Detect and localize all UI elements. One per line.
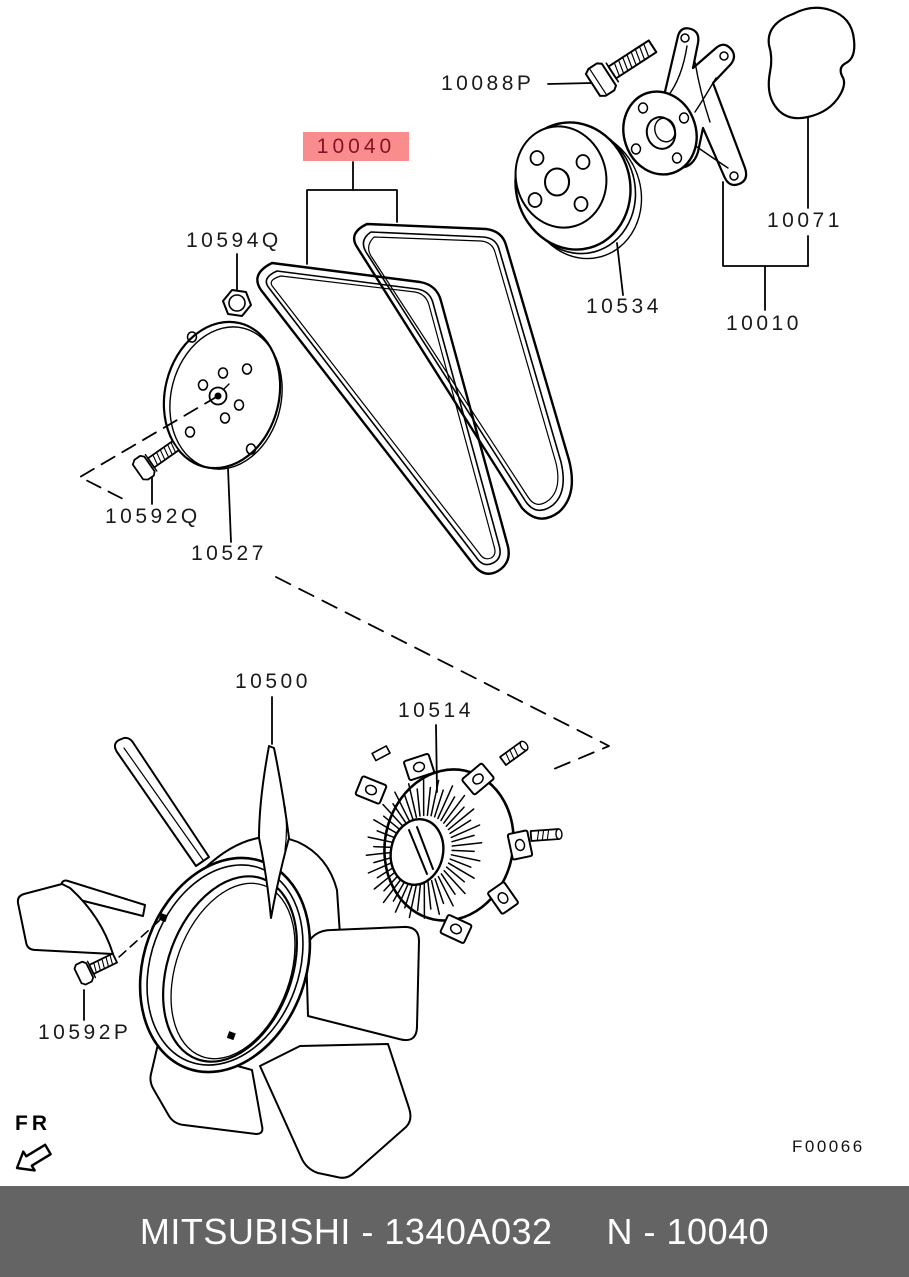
disc-center-dot (215, 393, 222, 400)
bolt-10088P-drawing (584, 33, 661, 99)
part-label-10088P[interactable]: 10088P (441, 72, 535, 95)
clutch-axis-dashed-line (276, 577, 609, 771)
footer-bar (0, 1186, 909, 1277)
nut-drawing (223, 290, 251, 316)
footer-catalog-text: MITSUBISHI - 1340A032 (139, 1210, 553, 1252)
part-label-10500[interactable]: 10500 (235, 670, 311, 693)
fan-clutch-drawing (355, 740, 562, 944)
part-label-10040[interactable]: 10040 (303, 132, 409, 161)
figure-code: F00066 (792, 1137, 865, 1156)
part-label-10592P[interactable]: 10592P (38, 1021, 132, 1044)
part-label-10592Q[interactable]: 10592Q (105, 505, 201, 528)
footer-part-ref: N - 10040 (606, 1210, 770, 1252)
part-label-10071[interactable]: 10071 (767, 209, 843, 232)
drive-belt-drawing (257, 224, 572, 574)
part-label-10010[interactable]: 10010 (726, 312, 802, 335)
part-label-10527[interactable]: 10527 (191, 542, 267, 565)
cooling-fan-drawing (18, 738, 419, 1178)
fr-label: FR (15, 1112, 51, 1135)
fr-direction-arrow (17, 1145, 51, 1171)
part-label-10594Q[interactable]: 10594Q (186, 229, 282, 252)
part-label-10534[interactable]: 10534 (586, 295, 662, 318)
part-label-10514[interactable]: 10514 (398, 699, 474, 722)
gasket-drawing (769, 8, 855, 118)
